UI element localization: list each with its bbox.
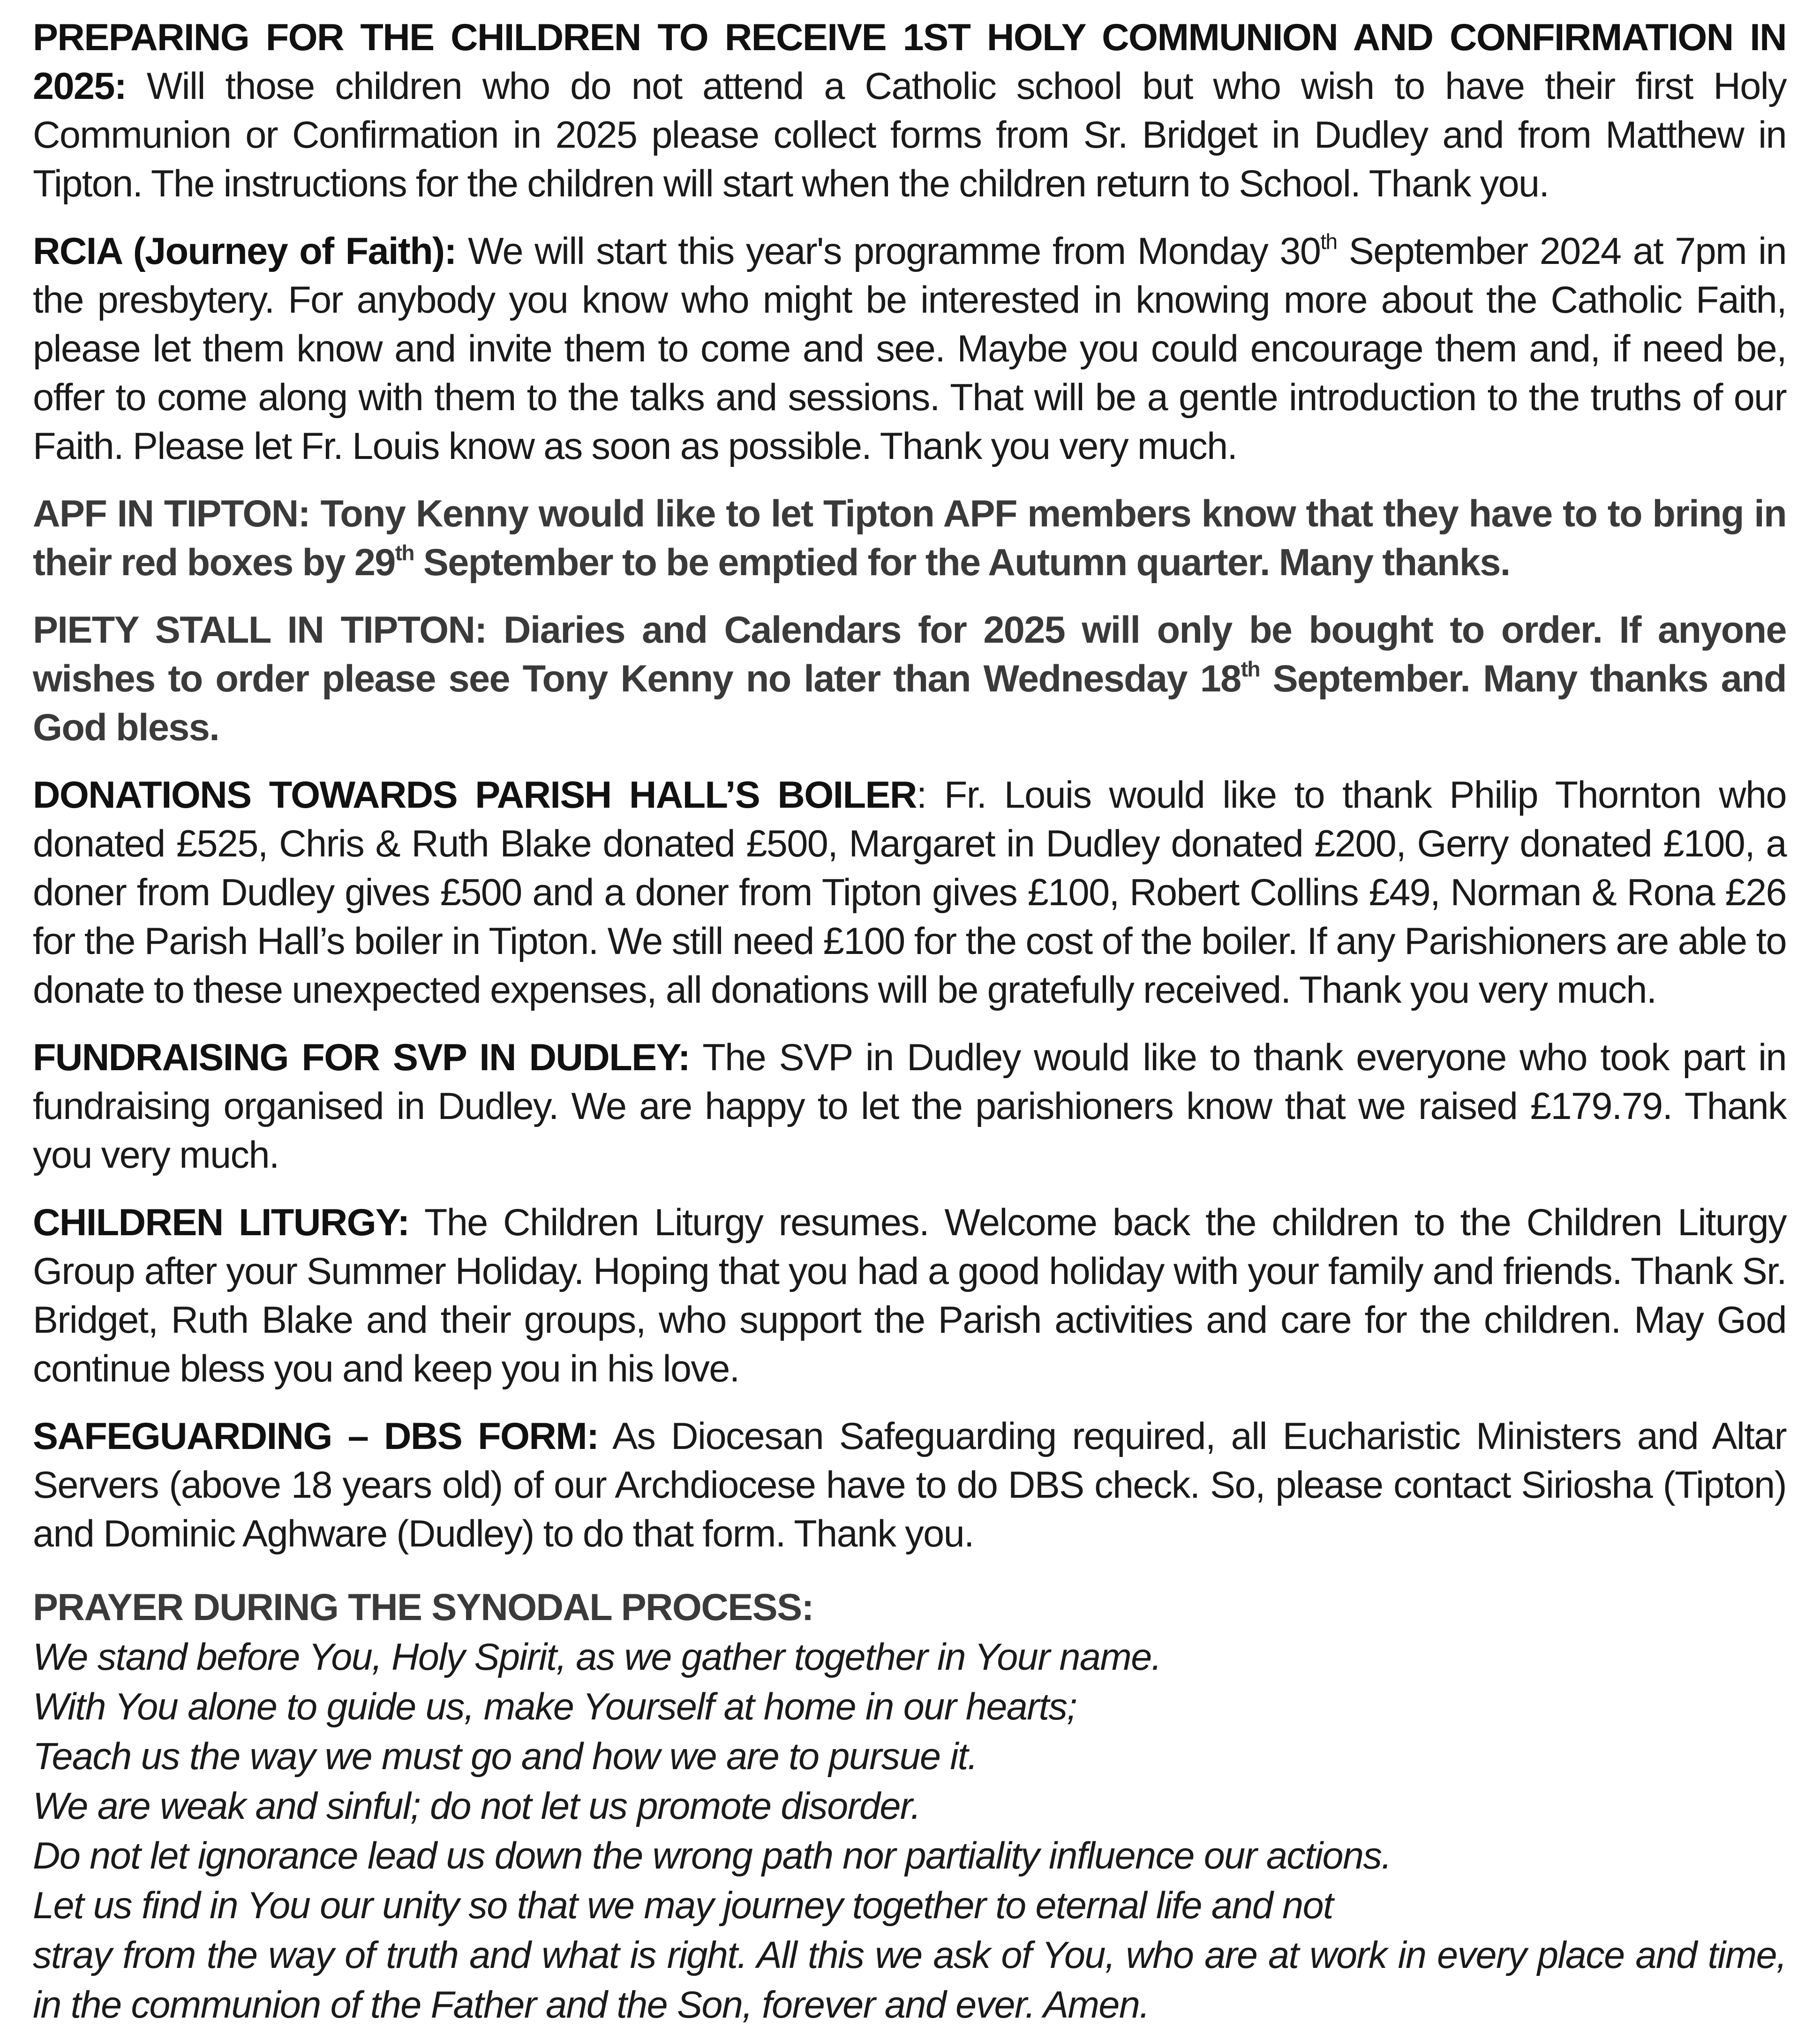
notice-piety-body-b: September. Many thanks and God bless. (33, 658, 1786, 749)
notice-boiler-body: : Fr. Louis would like to thank Philip Thornton who donated £525, Chris & Ruth Blake donated £500, Margaret in Dudley donated £200, Gerry donated £100, a doner from Dudley gives £500 and a doner from Tipton gives £100, Robert Collins £49, Norman & Rona £26 for the Parish Hall’s boiler in Tipton. We still need £100 for the cost of the boiler. If any Parishioners are able to donate to these unexpected expenses, all donations will be gratefully received. Thank you very much. (33, 774, 1786, 1011)
notice-liturgy-heading: CHILDREN LITURGY: (33, 1201, 409, 1244)
notice-liturgy-body: The Children Liturgy resumes. Welcome back the children to the Children Liturgy Group after your Summer Holiday. Hoping that you had a good holiday with your family and friends. Thank Sr. Bridget, Ruth Blake and their groups, who support the Parish activities and care for the children. May God continue bless you and keep you in his love. (33, 1201, 1786, 1390)
notice-piety-stall (33, 606, 1786, 752)
notice-safeguarding (33, 1412, 1786, 1558)
notice-children-liturgy (33, 1198, 1786, 1393)
notice-safeguarding-body: As Diocesan Safeguarding required, all Eucharistic Ministers and Altar Servers (above 18 years old) of our Archdiocese have to do DBS check. So, please contact Siriosha (Tipton) and Dominic Aghware (Dudley) to do that form. Thank you. (33, 1415, 1787, 1555)
notice-boiler-heading: DONATIONS TOWARDS PARISH HALL’S BOILER (33, 774, 917, 816)
notice-communion-heading: PREPARING FOR THE CHILDREN TO RECEIVE 1ST HOLY COMMUNION AND CONFIRMATION IN 2025: (33, 16, 1786, 107)
notice-rcia-body-a: We will start this year's programme from Monday 30 (456, 230, 1321, 272)
prayer-line: We are weak and sinful; do not let us promote disorder. (33, 1785, 921, 1827)
notice-apf (33, 489, 1786, 587)
notice-apf-heading: APF IN TIPTON: (33, 493, 310, 535)
prayer-line: Let us find in You our unity so that we may journey together to eternal life and not (33, 1884, 1333, 1927)
notice-svp-body: The SVP in Dudley would like to thank everyone who took part in fundraising organised in Dudley. We are happy to let the parishioners know that we raised £179.79. Thank you very much. (33, 1036, 1786, 1176)
prayer-line: Teach us the way we must go and how we are to pursue it. (33, 1735, 978, 1778)
notice-piety-body-a: Diaries and Calendars for 2025 will only be bought to order. If anyone wishes to order please see Tony Kenny no later than Wednesday 18 (33, 609, 1787, 700)
notice-apf-body-a: Tony Kenny would like to let Tipton APF members know that they have to to bring in their red boxes by 29 (33, 493, 1787, 584)
notice-safeguarding-heading: SAFEGUARDING – DBS FORM: (33, 1415, 599, 1457)
notice-communion (33, 13, 1786, 208)
notice-communion-body: Will those children who do not attend a Catholic school but who wish to have their first Holy Communion or Confirmation in 2025 please collect forms from Sr. Bridget in Dudley and from Matthew in Tipton. The instructions for the children will start when the children return to School. Thank you. (33, 65, 1787, 205)
notice-piety-ordinal: th (1241, 657, 1260, 681)
notice-rcia (33, 227, 1786, 471)
notice-piety-heading: PIETY STALL IN TIPTON: (33, 609, 487, 651)
prayer-line: Do not let ignorance lead us down the wrong path nor partiality influence our actions. (33, 1835, 1391, 1877)
prayer-line: We stand before You, Holy Spirit, as we gather together in Your name. (33, 1636, 1161, 1678)
prayer-line: With You alone to guide us, make Yourself at home in our hearts; (33, 1686, 1077, 1728)
notice-apf-body-b: September to be emptied for the Autumn quarter. Many thanks. (414, 541, 1510, 584)
notice-rcia-body-b: September 2024 at 7pm in the presbytery. For anybody you know who might be interested in knowing more about the Catholic Faith, please let them know and invite them to come and see. Maybe you could encourage them and, if need be, offer to come along with them to the talks and sessions. That will be a gentle introduction to the truths of our Faith. Please let Fr. Louis know as soon as possible. Thank you very much. (33, 230, 1786, 467)
notice-rcia-heading: RCIA (Journey of Faith): (33, 230, 456, 272)
prayer-line: stray from the way of truth and what is right. All this we ask of You, who are at work in every place and time, in the communion of the Father and the Son, forever and ever. Amen. (33, 1934, 1786, 2026)
prayer-title: PRAYER DURING THE SYNODAL PROCESS: (33, 1586, 813, 1629)
synodal-prayer (33, 1583, 1786, 2030)
notice-svp-heading: FUNDRAISING FOR SVP IN DUDLEY: (33, 1036, 690, 1079)
notice-boiler-donations (33, 771, 1786, 1014)
notice-rcia-ordinal: th (1320, 229, 1337, 254)
notice-svp-fundraising (33, 1033, 1786, 1179)
notice-apf-ordinal: th (395, 540, 414, 565)
